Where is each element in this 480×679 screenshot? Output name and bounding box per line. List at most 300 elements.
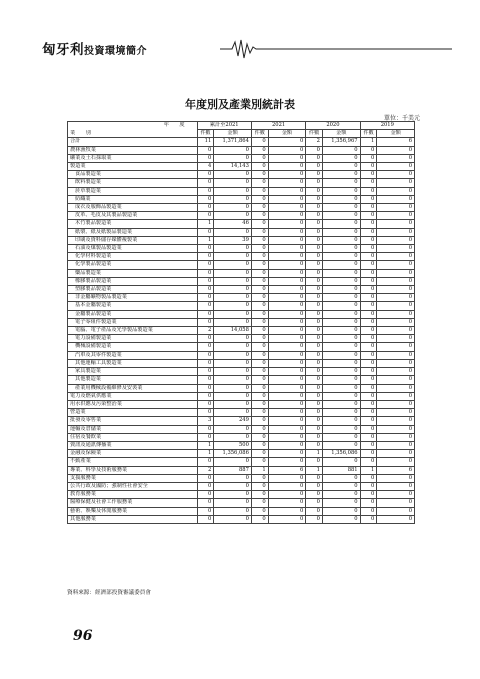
count-cell: 0 bbox=[306, 474, 323, 482]
count-cell: 2 bbox=[197, 327, 214, 335]
table-row bbox=[68, 359, 415, 367]
amount-cell: 0 bbox=[322, 294, 360, 302]
table-row bbox=[68, 351, 415, 359]
count-cell: 1 bbox=[306, 466, 323, 474]
count-cell: 0 bbox=[360, 425, 377, 433]
amount-cell: 0 bbox=[377, 310, 415, 318]
count-cell: 0 bbox=[197, 310, 214, 318]
count-cell: 0 bbox=[306, 261, 323, 269]
count-cell: 0 bbox=[251, 400, 268, 408]
table-row bbox=[68, 458, 415, 466]
row-sector-name: 化學製品製造業 bbox=[68, 261, 198, 269]
count-cell: 0 bbox=[251, 433, 268, 441]
count-cell: 0 bbox=[197, 433, 214, 441]
table-title: 年度別及產業別統計表 bbox=[185, 98, 295, 111]
count-cell: 0 bbox=[360, 146, 377, 154]
table-row bbox=[68, 392, 415, 400]
count-cell: 0 bbox=[306, 179, 323, 187]
count-cell: 0 bbox=[197, 409, 214, 417]
amount-cell: 0 bbox=[214, 302, 252, 310]
row-sector-name: 不動產業 bbox=[68, 458, 198, 466]
count-cell: 0 bbox=[306, 400, 323, 408]
count-cell: 0 bbox=[251, 450, 268, 458]
count-header: 件數 bbox=[360, 130, 377, 138]
amount-cell: 0 bbox=[377, 441, 415, 449]
count-cell: 0 bbox=[360, 318, 377, 326]
amount-cell: 0 bbox=[377, 318, 415, 326]
row-sector-name: 石油及煤製品製造業 bbox=[68, 245, 198, 253]
count-cell: 0 bbox=[360, 195, 377, 203]
amount-cell: 0 bbox=[377, 179, 415, 187]
amount-cell: 0 bbox=[322, 458, 360, 466]
amount-header: 金額 bbox=[268, 130, 306, 138]
amount-cell: 0 bbox=[322, 441, 360, 449]
row-sector-name: 用水供應及污染整治業 bbox=[68, 400, 198, 408]
count-cell: 0 bbox=[306, 409, 323, 417]
amount-cell: 0 bbox=[268, 253, 306, 261]
table-row bbox=[68, 474, 415, 482]
amount-cell: 0 bbox=[377, 327, 415, 335]
amount-cell: 0 bbox=[377, 425, 415, 433]
count-cell: 0 bbox=[251, 327, 268, 335]
table-row bbox=[68, 400, 415, 408]
count-cell: 0 bbox=[306, 195, 323, 203]
corner-sector-label: 業 別 bbox=[68, 130, 198, 138]
year-header: 2021 bbox=[251, 122, 305, 130]
count-cell: 0 bbox=[197, 146, 214, 154]
count-cell: 0 bbox=[360, 302, 377, 310]
amount-cell: 0 bbox=[214, 458, 252, 466]
table-row bbox=[68, 277, 415, 285]
count-cell: 0 bbox=[360, 450, 377, 458]
table-row bbox=[68, 466, 415, 474]
amount-cell: 0 bbox=[377, 482, 415, 490]
count-cell: 0 bbox=[251, 335, 268, 343]
count-cell: 0 bbox=[197, 515, 214, 523]
count-cell: 0 bbox=[251, 343, 268, 351]
amount-cell: 0 bbox=[377, 302, 415, 310]
statistics-table bbox=[67, 121, 415, 524]
count-cell: 0 bbox=[306, 392, 323, 400]
amount-cell: 0 bbox=[377, 417, 415, 425]
amount-cell: 0 bbox=[377, 351, 415, 359]
count-cell: 0 bbox=[306, 499, 323, 507]
count-cell: 0 bbox=[360, 400, 377, 408]
count-cell: 2 bbox=[197, 466, 214, 474]
table-row bbox=[68, 220, 415, 228]
amount-cell: 0 bbox=[268, 179, 306, 187]
count-cell: 0 bbox=[360, 261, 377, 269]
amount-cell: 0 bbox=[377, 474, 415, 482]
amount-cell: 0 bbox=[377, 409, 415, 417]
table-row bbox=[68, 441, 415, 449]
amount-cell: 0 bbox=[377, 146, 415, 154]
table-row bbox=[68, 228, 415, 236]
row-sector-name: 批發及零售業 bbox=[68, 417, 198, 425]
amount-cell: 0 bbox=[214, 195, 252, 203]
count-cell: 0 bbox=[360, 335, 377, 343]
amount-cell: 0 bbox=[322, 146, 360, 154]
amount-cell: 0 bbox=[214, 507, 252, 515]
amount-cell: 0 bbox=[322, 351, 360, 359]
amount-cell: 0 bbox=[322, 228, 360, 236]
amount-cell: 0 bbox=[322, 384, 360, 392]
count-cell: 0 bbox=[197, 269, 214, 277]
count-cell: 0 bbox=[251, 245, 268, 253]
amount-cell: 0 bbox=[322, 433, 360, 441]
amount-cell: 0 bbox=[322, 220, 360, 228]
amount-cell: 0 bbox=[377, 343, 415, 351]
count-cell: 0 bbox=[306, 515, 323, 523]
count-cell: 0 bbox=[251, 458, 268, 466]
amount-cell: 0 bbox=[268, 277, 306, 285]
row-sector-name: 藝術、娛樂及休閒服務業 bbox=[68, 507, 198, 515]
amount-cell: 0 bbox=[214, 310, 252, 318]
count-cell: 0 bbox=[360, 187, 377, 195]
amount-cell: 0 bbox=[268, 171, 306, 179]
amount-cell: 0 bbox=[214, 245, 252, 253]
amount-cell: 0 bbox=[214, 286, 252, 294]
row-sector-name: 塑膠製品製造業 bbox=[68, 286, 198, 294]
count-cell: 0 bbox=[251, 474, 268, 482]
count-cell: 0 bbox=[251, 515, 268, 523]
row-sector-name: 支援服務業 bbox=[68, 474, 198, 482]
amount-cell: 0 bbox=[214, 277, 252, 285]
count-cell: 0 bbox=[306, 376, 323, 384]
count-cell: 0 bbox=[360, 351, 377, 359]
row-sector-name: 運輸及倉儲業 bbox=[68, 425, 198, 433]
amount-cell: 0 bbox=[214, 171, 252, 179]
row-sector-name: 電力設備製造業 bbox=[68, 335, 198, 343]
table-row bbox=[68, 376, 415, 384]
amount-cell: 0 bbox=[377, 220, 415, 228]
table-row bbox=[68, 245, 415, 253]
count-cell: 0 bbox=[197, 384, 214, 392]
amount-cell: 0 bbox=[377, 335, 415, 343]
row-sector-name: 製造業 bbox=[68, 163, 198, 171]
count-cell: 0 bbox=[251, 204, 268, 212]
count-cell: 0 bbox=[197, 286, 214, 294]
header-wave-line bbox=[220, 38, 452, 60]
count-header: 件數 bbox=[251, 130, 268, 138]
amount-cell: 0 bbox=[377, 277, 415, 285]
count-cell: 0 bbox=[251, 179, 268, 187]
count-cell: 0 bbox=[197, 359, 214, 367]
count-cell: 0 bbox=[360, 253, 377, 261]
amount-cell: 0 bbox=[268, 482, 306, 490]
amount-cell: 0 bbox=[214, 146, 252, 154]
count-cell: 0 bbox=[251, 425, 268, 433]
count-cell: 0 bbox=[360, 458, 377, 466]
row-sector-name: 紙漿、紙及紙製品製造業 bbox=[68, 228, 198, 236]
count-cell: 0 bbox=[197, 482, 214, 490]
amount-cell: 0 bbox=[214, 499, 252, 507]
count-cell: 0 bbox=[197, 245, 214, 253]
amount-cell: 0 bbox=[322, 163, 360, 171]
count-cell: 0 bbox=[306, 277, 323, 285]
count-cell: 0 bbox=[306, 318, 323, 326]
count-cell: 1 bbox=[360, 138, 377, 146]
amount-cell: 0 bbox=[377, 253, 415, 261]
count-cell: 0 bbox=[197, 491, 214, 499]
amount-cell: 0 bbox=[214, 359, 252, 367]
amount-cell: 0 bbox=[377, 212, 415, 220]
amount-cell: 0 bbox=[268, 269, 306, 277]
count-cell: 0 bbox=[197, 228, 214, 236]
count-cell: 0 bbox=[360, 343, 377, 351]
amount-cell: 0 bbox=[214, 474, 252, 482]
table-row bbox=[68, 212, 415, 220]
amount-cell: 0 bbox=[214, 409, 252, 417]
count-cell: 0 bbox=[251, 171, 268, 179]
amount-cell: 0 bbox=[377, 163, 415, 171]
count-cell: 0 bbox=[306, 343, 323, 351]
amount-cell: 0 bbox=[322, 359, 360, 367]
amount-cell: 0 bbox=[322, 499, 360, 507]
amount-cell: 0 bbox=[214, 187, 252, 195]
amount-cell: 0 bbox=[377, 433, 415, 441]
year-header: 2020 bbox=[306, 122, 360, 130]
amount-cell: 14,143 bbox=[214, 163, 252, 171]
amount-cell: 0 bbox=[268, 204, 306, 212]
count-cell: 0 bbox=[251, 392, 268, 400]
row-sector-name: 合計 bbox=[68, 138, 198, 146]
count-cell: 1 bbox=[360, 466, 377, 474]
amount-cell: 0 bbox=[377, 384, 415, 392]
amount-cell: 0 bbox=[268, 507, 306, 515]
count-cell: 0 bbox=[197, 212, 214, 220]
amount-cell: 0 bbox=[214, 400, 252, 408]
amount-cell: 6 bbox=[377, 466, 415, 474]
count-cell: 0 bbox=[306, 286, 323, 294]
count-cell: 0 bbox=[251, 212, 268, 220]
amount-cell: 0 bbox=[268, 450, 306, 458]
table-row bbox=[68, 499, 415, 507]
count-cell: 0 bbox=[306, 458, 323, 466]
row-sector-name: 資訊及通訊傳播業 bbox=[68, 441, 198, 449]
count-cell: 0 bbox=[251, 286, 268, 294]
amount-cell: 0 bbox=[377, 515, 415, 523]
amount-cell: 0 bbox=[268, 335, 306, 343]
amount-cell: 0 bbox=[322, 171, 360, 179]
count-cell: 0 bbox=[360, 491, 377, 499]
amount-cell: 0 bbox=[377, 458, 415, 466]
count-cell: 2 bbox=[306, 138, 323, 146]
table-row bbox=[68, 417, 415, 425]
amount-cell: 0 bbox=[214, 491, 252, 499]
table-row bbox=[68, 384, 415, 392]
count-cell: 0 bbox=[360, 212, 377, 220]
amount-cell: 0 bbox=[214, 515, 252, 523]
count-cell: 0 bbox=[306, 245, 323, 253]
row-sector-name: 藥品製造業 bbox=[68, 269, 198, 277]
count-cell: 0 bbox=[360, 507, 377, 515]
count-cell: 0 bbox=[197, 195, 214, 203]
table-row bbox=[68, 163, 415, 171]
amount-cell: 0 bbox=[268, 384, 306, 392]
count-cell: 0 bbox=[251, 409, 268, 417]
count-cell: 0 bbox=[306, 433, 323, 441]
amount-cell: 0 bbox=[268, 458, 306, 466]
count-cell: 0 bbox=[360, 310, 377, 318]
row-sector-name: 皮革、毛皮及其製品製造業 bbox=[68, 212, 198, 220]
amount-cell: 0 bbox=[268, 351, 306, 359]
amount-cell: 0 bbox=[268, 245, 306, 253]
count-cell: 0 bbox=[251, 318, 268, 326]
table-row bbox=[68, 195, 415, 203]
count-cell: 0 bbox=[360, 236, 377, 244]
unit-label: 單位：千美元 bbox=[383, 115, 420, 122]
count-cell: 0 bbox=[251, 269, 268, 277]
amount-cell: 0 bbox=[322, 187, 360, 195]
table-row bbox=[68, 482, 415, 490]
count-cell: 1 bbox=[197, 220, 214, 228]
amount-cell: 0 bbox=[377, 228, 415, 236]
count-cell: 0 bbox=[251, 277, 268, 285]
count-cell: 0 bbox=[251, 351, 268, 359]
amount-cell: 0 bbox=[268, 409, 306, 417]
amount-cell: 0 bbox=[268, 163, 306, 171]
table-row bbox=[68, 294, 415, 302]
amount-cell: 0 bbox=[268, 491, 306, 499]
amount-cell: 14,058 bbox=[214, 327, 252, 335]
count-cell: 0 bbox=[306, 228, 323, 236]
row-sector-name: 化學材料製造業 bbox=[68, 253, 198, 261]
row-sector-name: 汽車及其零件製造業 bbox=[68, 351, 198, 359]
count-cell: 0 bbox=[360, 228, 377, 236]
table-row bbox=[68, 343, 415, 351]
count-cell: 0 bbox=[360, 499, 377, 507]
amount-cell: 0 bbox=[322, 245, 360, 253]
count-cell: 0 bbox=[251, 138, 268, 146]
amount-cell: 1,356,967 bbox=[322, 138, 360, 146]
count-cell: 0 bbox=[306, 441, 323, 449]
row-sector-name: 其他服務業 bbox=[68, 515, 198, 523]
table-row bbox=[68, 433, 415, 441]
count-cell: 0 bbox=[306, 417, 323, 425]
table-row bbox=[68, 368, 415, 376]
table-row bbox=[68, 409, 415, 417]
count-header: 件數 bbox=[306, 130, 323, 138]
amount-header: 金額 bbox=[214, 130, 252, 138]
count-cell: 0 bbox=[251, 146, 268, 154]
row-sector-name: 產業用機械設備維修及安裝業 bbox=[68, 384, 198, 392]
count-cell: 1 bbox=[306, 450, 323, 458]
amount-cell: 0 bbox=[322, 236, 360, 244]
count-cell: 1 bbox=[197, 441, 214, 449]
amount-cell: 0 bbox=[377, 499, 415, 507]
amount-cell: 0 bbox=[268, 154, 306, 162]
count-cell: 0 bbox=[360, 286, 377, 294]
count-cell: 0 bbox=[306, 269, 323, 277]
count-cell: 0 bbox=[360, 154, 377, 162]
count-cell: 0 bbox=[251, 310, 268, 318]
amount-cell: 0 bbox=[377, 491, 415, 499]
row-sector-name: 公共行政及國防；強制性社會安全 bbox=[68, 482, 198, 490]
amount-cell: 0 bbox=[268, 368, 306, 376]
row-sector-name: 基本金屬製造業 bbox=[68, 302, 198, 310]
count-cell: 0 bbox=[360, 220, 377, 228]
count-cell: 0 bbox=[306, 302, 323, 310]
table-row bbox=[68, 253, 415, 261]
amount-cell: 0 bbox=[322, 179, 360, 187]
count-cell: 0 bbox=[306, 253, 323, 261]
amount-cell: 0 bbox=[377, 392, 415, 400]
amount-cell: 0 bbox=[377, 236, 415, 244]
count-cell: 0 bbox=[251, 368, 268, 376]
table-header bbox=[68, 122, 415, 138]
amount-cell: 0 bbox=[322, 286, 360, 294]
amount-cell: 0 bbox=[377, 400, 415, 408]
count-header: 件數 bbox=[197, 130, 214, 138]
amount-cell: 0 bbox=[214, 425, 252, 433]
row-sector-name: 電子零組件製造業 bbox=[68, 318, 198, 326]
count-cell: 0 bbox=[197, 154, 214, 162]
count-cell: 0 bbox=[197, 335, 214, 343]
amount-cell: 0 bbox=[377, 368, 415, 376]
amount-cell: 0 bbox=[268, 343, 306, 351]
header-brand: 匈牙利 bbox=[42, 42, 84, 58]
count-cell: 0 bbox=[197, 425, 214, 433]
table-row bbox=[68, 138, 415, 146]
count-cell: 0 bbox=[360, 269, 377, 277]
amount-cell: 0 bbox=[214, 269, 252, 277]
amount-cell: 0 bbox=[214, 179, 252, 187]
count-cell: 0 bbox=[251, 376, 268, 384]
table-row bbox=[68, 204, 415, 212]
row-sector-name: 印刷及資料儲存媒體複製業 bbox=[68, 236, 198, 244]
header-subtitle: 投資環境簡介 bbox=[84, 46, 147, 57]
amount-cell: 0 bbox=[322, 474, 360, 482]
count-cell: 0 bbox=[306, 507, 323, 515]
amount-cell: 0 bbox=[322, 253, 360, 261]
count-cell: 0 bbox=[360, 245, 377, 253]
count-cell: 0 bbox=[197, 302, 214, 310]
amount-cell: 0 bbox=[322, 482, 360, 490]
table-row bbox=[68, 450, 415, 458]
amount-cell: 0 bbox=[322, 515, 360, 523]
table-body bbox=[68, 138, 415, 524]
amount-cell: 0 bbox=[322, 302, 360, 310]
amount-cell: 0 bbox=[322, 269, 360, 277]
row-sector-name: 成衣及服飾品製造業 bbox=[68, 204, 198, 212]
count-cell: 0 bbox=[306, 491, 323, 499]
count-cell: 0 bbox=[251, 220, 268, 228]
count-cell: 0 bbox=[251, 384, 268, 392]
table-row bbox=[68, 310, 415, 318]
amount-cell: 0 bbox=[268, 433, 306, 441]
count-cell: 0 bbox=[306, 310, 323, 318]
table-row bbox=[68, 146, 415, 154]
source-note: 資料來源：經濟部投資審議委員會 bbox=[67, 590, 151, 596]
amount-cell: 1,371,864 bbox=[214, 138, 252, 146]
amount-cell: 0 bbox=[214, 384, 252, 392]
count-cell: 0 bbox=[306, 327, 323, 335]
count-cell: 0 bbox=[306, 359, 323, 367]
amount-cell: 0 bbox=[214, 482, 252, 490]
count-cell: 0 bbox=[251, 441, 268, 449]
amount-cell: 0 bbox=[377, 507, 415, 515]
count-cell: 0 bbox=[197, 400, 214, 408]
amount-cell: 0 bbox=[322, 491, 360, 499]
amount-cell: 0 bbox=[377, 204, 415, 212]
amount-cell: 0 bbox=[214, 204, 252, 212]
amount-cell: 0 bbox=[268, 146, 306, 154]
count-cell: 0 bbox=[197, 507, 214, 515]
count-cell: 0 bbox=[197, 294, 214, 302]
table-row bbox=[68, 335, 415, 343]
count-cell: 1 bbox=[251, 466, 268, 474]
